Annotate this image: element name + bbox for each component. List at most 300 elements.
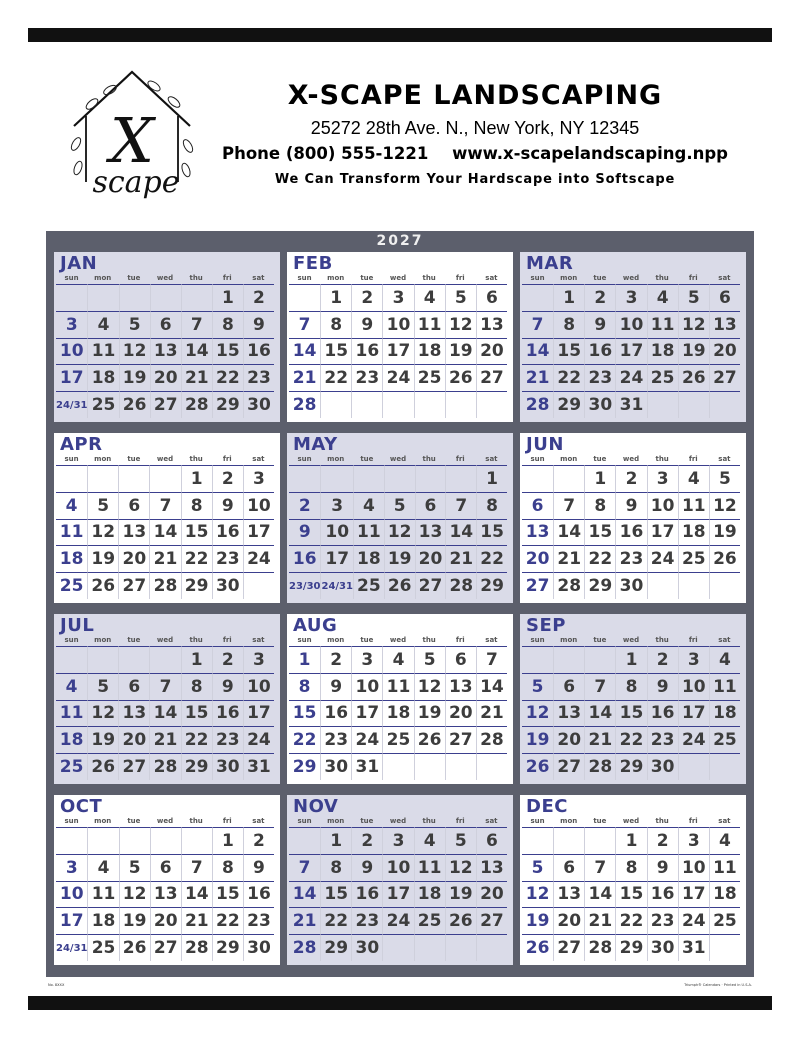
day-number: 24	[386, 368, 411, 389]
day-number: 2	[298, 495, 311, 516]
blank-cell	[353, 465, 384, 492]
day-cell	[414, 881, 445, 908]
day-number: 13	[418, 522, 443, 543]
day-cell	[351, 700, 382, 727]
day-cell	[522, 726, 553, 753]
day-cell	[553, 572, 584, 599]
day-cell	[445, 338, 476, 365]
day-number: 22	[557, 368, 582, 389]
blank-cell	[553, 827, 584, 854]
weekday-label: sun	[297, 274, 312, 282]
day-cell	[320, 827, 351, 854]
day-cell	[181, 907, 212, 934]
day-cell	[414, 700, 445, 727]
day-number: 17	[247, 703, 271, 724]
day-number: 27	[525, 576, 550, 597]
day-cell	[212, 673, 243, 700]
day-cell	[678, 646, 709, 673]
day-cell	[351, 934, 382, 961]
day-cell	[615, 907, 646, 934]
day-cell	[212, 572, 243, 599]
day-cell	[553, 338, 584, 365]
month-name: DEC	[526, 796, 568, 817]
blank-cell	[709, 753, 740, 780]
weekday-label: fri	[222, 817, 232, 825]
day-number: 18	[417, 884, 442, 905]
day-cell	[212, 545, 243, 572]
weekday-header	[522, 636, 740, 646]
day-cell	[243, 854, 274, 881]
day-cell	[522, 492, 553, 519]
day-number: 3	[392, 287, 405, 308]
day-number: 23	[247, 368, 271, 389]
day-number: 18	[650, 341, 675, 362]
day-number: 8	[486, 495, 498, 516]
day-cell	[320, 726, 351, 753]
blank-cell	[118, 646, 149, 673]
day-number: 13	[122, 703, 147, 724]
weekday-label: mon	[327, 817, 345, 825]
day-number: 22	[480, 549, 504, 570]
day-cell	[243, 391, 274, 418]
day-number: 12	[448, 857, 473, 878]
day-cell	[87, 907, 118, 934]
day-number: 18	[713, 884, 737, 905]
weekday-label: mon	[94, 636, 112, 644]
day-number: 24	[247, 549, 271, 570]
day-cell	[678, 545, 709, 572]
day-cell	[678, 465, 709, 492]
day-cell	[584, 284, 615, 311]
day-cell	[615, 673, 646, 700]
day-cell	[320, 492, 352, 519]
day-number: 16	[355, 884, 380, 905]
day-number: 5	[454, 287, 467, 308]
day-cell	[709, 726, 740, 753]
day-number: 29	[619, 938, 644, 959]
weekday-header	[56, 274, 274, 284]
day-number: 10	[59, 884, 84, 905]
day-cell	[212, 364, 243, 391]
weekday-label: wed	[389, 817, 407, 825]
day-number: 10	[59, 341, 84, 362]
day-cell	[289, 907, 320, 934]
day-cell	[150, 311, 181, 338]
day-cell	[553, 881, 584, 908]
day-number: 2	[361, 287, 374, 308]
day-cell	[584, 934, 615, 961]
day-number: 21	[588, 911, 613, 932]
day-cell	[647, 881, 678, 908]
day-number: 21	[292, 368, 317, 389]
day-cell	[289, 726, 320, 753]
day-cell	[119, 854, 150, 881]
day-cell	[476, 673, 507, 700]
month-name: OCT	[60, 796, 103, 817]
blank-cell	[678, 572, 709, 599]
day-cell	[445, 827, 476, 854]
day-number: 23	[619, 549, 644, 570]
month-name: MAY	[293, 434, 338, 455]
footer-printer: Triumph® Calendars · Printed in U.S.A.	[684, 983, 752, 987]
day-number: 8	[330, 857, 343, 878]
day-number: 24	[355, 730, 380, 751]
day-number: 9	[361, 857, 374, 878]
blank-cell	[553, 646, 584, 673]
day-cell	[382, 338, 413, 365]
day-cell	[553, 545, 584, 572]
day-cell	[87, 572, 118, 599]
day-number: 15	[216, 884, 240, 905]
day-cell	[584, 726, 615, 753]
day-number: 14	[153, 522, 178, 543]
day-number: 29	[292, 757, 317, 778]
month-name: JUN	[526, 434, 564, 455]
day-number: 28	[184, 395, 209, 416]
day-number: 11	[417, 857, 442, 878]
day-number: 7	[531, 314, 544, 335]
day-number: 14	[588, 884, 613, 905]
day-number: 29	[588, 576, 613, 597]
day-cell	[289, 646, 320, 673]
day-number: 30	[588, 395, 613, 416]
day-number: 12	[91, 703, 116, 724]
day-cell	[476, 726, 507, 753]
day-cell	[119, 881, 150, 908]
day-number: 28	[449, 576, 474, 597]
day-cell	[243, 673, 274, 700]
day-cell	[476, 338, 507, 365]
day-number: 25	[91, 395, 116, 416]
day-number: 31	[681, 938, 706, 959]
day-number: 15	[480, 522, 504, 543]
day-number: 6	[424, 495, 437, 516]
day-number: 26	[713, 549, 737, 570]
day-cell	[181, 646, 212, 673]
blank-cell	[181, 827, 212, 854]
day-cell	[351, 753, 382, 780]
day-number: 30	[324, 757, 349, 778]
day-number: 6	[718, 287, 731, 308]
day-cell	[615, 646, 646, 673]
weekday-header	[289, 817, 507, 827]
day-number: 19	[525, 911, 550, 932]
day-number: 5	[97, 495, 110, 516]
day-cell	[678, 700, 709, 727]
day-cell	[678, 338, 709, 365]
blank-cell	[119, 284, 150, 311]
day-cell	[87, 492, 118, 519]
day-cell	[415, 572, 446, 599]
day-number-split: 24/31	[56, 399, 88, 411]
blank-cell	[150, 284, 181, 311]
blank-cell	[709, 934, 740, 961]
day-cell	[553, 284, 584, 311]
month-sep	[520, 614, 746, 784]
day-cell	[87, 545, 118, 572]
day-cell	[56, 907, 87, 934]
day-cell	[150, 907, 181, 934]
day-number: 1	[330, 287, 343, 308]
blank-cell	[181, 284, 212, 311]
day-number: 11	[386, 676, 411, 697]
day-cell	[56, 519, 87, 546]
day-cell	[353, 492, 384, 519]
day-cell	[522, 753, 553, 780]
day-number: 26	[681, 368, 706, 389]
blank-cell	[351, 391, 382, 418]
weekday-header	[289, 274, 507, 284]
day-number: 13	[480, 857, 504, 878]
day-cell	[709, 646, 740, 673]
day-cell	[678, 673, 709, 700]
day-number: 17	[681, 884, 706, 905]
day-cell	[87, 726, 118, 753]
weekday-label: wed	[622, 455, 640, 463]
weekday-label: sat	[718, 274, 731, 282]
day-cell	[87, 700, 118, 727]
day-cell	[118, 700, 149, 727]
day-number: 12	[525, 703, 550, 724]
day-number: 24	[681, 730, 706, 751]
day-number: 4	[718, 830, 731, 851]
day-cell	[647, 753, 678, 780]
day-number: 15	[557, 341, 582, 362]
day-cell	[414, 673, 445, 700]
day-cell	[320, 700, 351, 727]
weekday-label: mon	[560, 636, 578, 644]
day-grid	[56, 646, 274, 780]
day-number: 23	[650, 911, 675, 932]
day-cell	[445, 572, 476, 599]
day-cell	[584, 391, 615, 418]
day-cell	[119, 311, 150, 338]
day-number: 7	[298, 857, 311, 878]
weekday-label: sat	[252, 455, 265, 463]
day-cell	[522, 338, 553, 365]
day-number: 17	[386, 884, 411, 905]
day-cell	[709, 907, 740, 934]
day-number: 4	[718, 649, 731, 670]
day-number: 30	[215, 576, 240, 597]
day-cell	[615, 391, 646, 418]
weekday-label: fri	[455, 817, 465, 825]
day-cell	[56, 673, 87, 700]
day-cell	[522, 364, 553, 391]
day-cell	[243, 753, 274, 780]
weekday-label: sun	[530, 274, 545, 282]
day-number: 5	[97, 676, 110, 697]
day-cell	[150, 854, 181, 881]
day-number: 26	[448, 368, 473, 389]
day-cell	[181, 519, 212, 546]
day-number: 27	[448, 730, 473, 751]
blank-cell	[384, 465, 415, 492]
day-cell	[584, 673, 615, 700]
day-number: 11	[681, 495, 706, 516]
day-cell	[243, 881, 274, 908]
day-cell	[615, 854, 646, 881]
company-tagline: We Can Transform Your Hardscape into Softscape	[274, 172, 676, 187]
day-cell	[289, 700, 320, 727]
day-cell	[445, 364, 476, 391]
weekday-label: thu	[422, 455, 436, 463]
day-number: 14	[292, 884, 317, 905]
day-cell	[615, 827, 646, 854]
day-cell	[647, 646, 678, 673]
day-cell	[289, 854, 320, 881]
day-number: 7	[298, 314, 311, 335]
day-cell	[56, 311, 87, 338]
day-number: 20	[557, 911, 582, 932]
day-cell	[119, 364, 150, 391]
month-mar	[520, 252, 746, 422]
day-cell	[320, 753, 351, 780]
day-number: 10	[386, 314, 411, 335]
day-number: 8	[221, 857, 234, 878]
day-number: 1	[486, 468, 498, 489]
day-cell	[56, 726, 87, 753]
day-cell	[476, 854, 507, 881]
day-cell	[56, 364, 87, 391]
day-cell	[709, 284, 740, 311]
day-cell	[709, 338, 740, 365]
day-number: 21	[292, 911, 317, 932]
weekday-label: fri	[688, 636, 698, 644]
day-cell	[289, 338, 320, 365]
day-cell	[87, 673, 118, 700]
day-cell	[414, 338, 445, 365]
day-number: 3	[392, 830, 405, 851]
weekday-label: fri	[455, 274, 465, 282]
day-number: 25	[681, 549, 706, 570]
day-number: 11	[59, 703, 84, 724]
day-cell	[445, 700, 476, 727]
day-number: 10	[681, 676, 706, 697]
day-cell	[119, 338, 150, 365]
day-cell	[445, 646, 476, 673]
day-cell	[150, 934, 181, 961]
day-number: 27	[713, 368, 737, 389]
day-number: 3	[252, 649, 265, 670]
day-cell	[382, 827, 413, 854]
day-cell	[181, 700, 212, 727]
weekday-label: mon	[327, 455, 345, 463]
day-cell	[149, 673, 180, 700]
day-cell	[351, 311, 382, 338]
day-cell	[615, 753, 646, 780]
weekday-label: tue	[127, 455, 141, 463]
day-number: 7	[594, 676, 607, 697]
weekday-label: sat	[485, 455, 498, 463]
day-number: 4	[65, 495, 78, 516]
day-number: 9	[298, 522, 311, 543]
blank-cell	[476, 753, 507, 780]
day-number: 22	[324, 911, 349, 932]
day-cell	[320, 572, 352, 599]
day-cell	[243, 726, 274, 753]
day-number: 10	[325, 522, 350, 543]
day-cell	[181, 311, 212, 338]
day-cell	[678, 519, 709, 546]
weekday-header	[289, 636, 507, 646]
day-cell	[320, 284, 351, 311]
day-number: 19	[91, 549, 116, 570]
day-number: 6	[485, 830, 498, 851]
day-number: 1	[563, 287, 576, 308]
weekday-label: fri	[222, 455, 232, 463]
day-cell	[243, 311, 274, 338]
company-website[interactable]: www.x-scapelandscaping.npp	[452, 144, 728, 163]
day-number-split: 24/31	[321, 580, 353, 592]
day-number: 20	[713, 341, 737, 362]
day-number: 15	[588, 522, 613, 543]
day-number: 16	[650, 703, 675, 724]
day-number: 6	[485, 287, 498, 308]
day-cell	[181, 934, 212, 961]
day-cell	[289, 519, 320, 546]
day-cell	[149, 753, 180, 780]
blank-cell	[382, 391, 413, 418]
day-number: 11	[91, 341, 116, 362]
weekday-label: wed	[622, 817, 640, 825]
day-cell	[384, 519, 415, 546]
blank-cell	[56, 465, 87, 492]
day-number: 12	[681, 314, 706, 335]
day-cell	[212, 753, 243, 780]
calendar-panel	[46, 231, 754, 977]
day-cell	[615, 700, 646, 727]
day-cell	[476, 492, 507, 519]
day-cell	[212, 492, 243, 519]
day-number: 3	[687, 830, 700, 851]
blank-cell	[647, 572, 678, 599]
day-number: 17	[386, 341, 411, 362]
month-dec	[520, 795, 746, 965]
day-number: 8	[221, 314, 234, 335]
day-number: 22	[216, 911, 240, 932]
day-number: 17	[681, 703, 706, 724]
blank-cell	[56, 284, 87, 311]
day-cell	[382, 726, 413, 753]
day-number: 9	[253, 314, 265, 335]
day-number: 5	[454, 830, 467, 851]
day-number: 19	[713, 522, 737, 543]
day-number: 22	[216, 368, 240, 389]
day-cell	[243, 465, 274, 492]
company-logo	[62, 64, 202, 214]
day-cell	[584, 338, 615, 365]
day-cell	[289, 492, 320, 519]
day-cell	[678, 854, 709, 881]
day-number: 27	[418, 576, 443, 597]
day-cell	[149, 726, 180, 753]
day-number: 14	[184, 341, 209, 362]
day-cell	[584, 364, 615, 391]
day-number: 16	[292, 549, 317, 570]
day-number: 12	[417, 676, 442, 697]
day-number: 13	[153, 884, 178, 905]
day-number: 14	[184, 884, 209, 905]
day-number: 3	[65, 314, 78, 335]
day-cell	[320, 907, 351, 934]
day-cell	[149, 492, 180, 519]
day-number: 18	[91, 911, 116, 932]
day-grid	[522, 646, 740, 780]
day-number: 17	[355, 703, 380, 724]
weekday-label: wed	[389, 455, 407, 463]
day-cell	[647, 338, 678, 365]
